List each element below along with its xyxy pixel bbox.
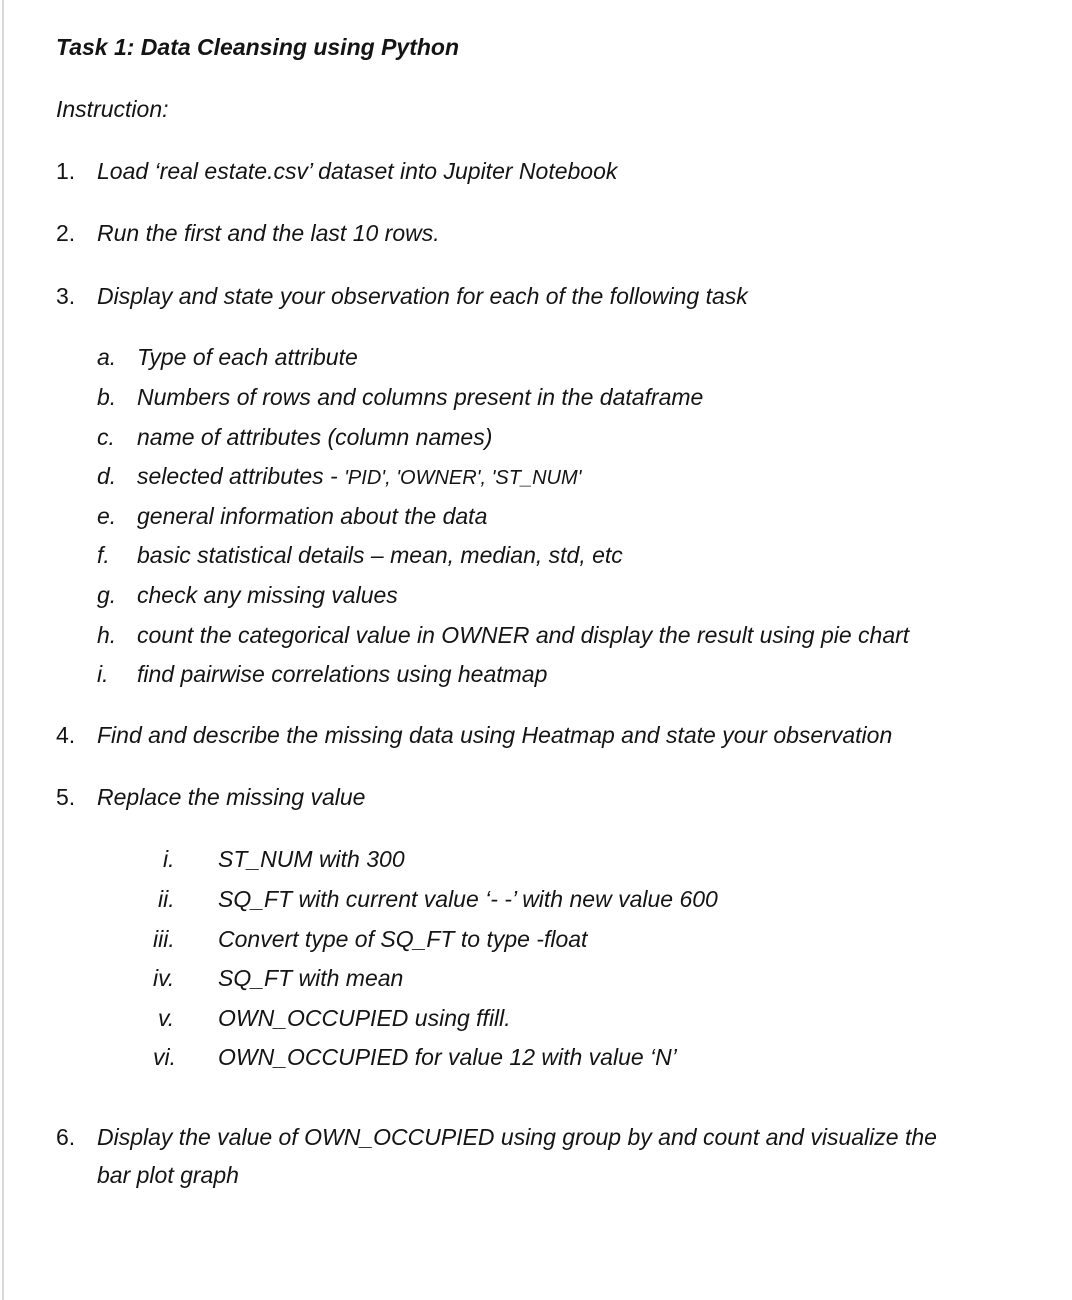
- step-3-number: 3.: [56, 283, 76, 309]
- step-3-subitem-marker: f.: [97, 542, 110, 568]
- step-5-subitem-marker: ii.: [158, 886, 175, 912]
- step-3-subitem-marker: i.: [97, 661, 109, 687]
- step-5-subitem-marker: v.: [158, 1005, 175, 1031]
- step-4-number: 4.: [56, 722, 76, 748]
- step-5-subitem-text: OWN_OCCUPIED using ffill.: [218, 1005, 511, 1031]
- step-3-subitem-marker: b.: [97, 384, 117, 410]
- step-5-subitem-text: SQ_FT with mean: [218, 965, 404, 991]
- step-5-subitem-marker: i.: [163, 846, 175, 872]
- step-6-number: 6.: [56, 1124, 76, 1150]
- step-3-subitem-text: Type of each attribute: [137, 344, 358, 370]
- subitem-d-text: selected attributes -: [137, 463, 345, 489]
- step-3-subitem-marker: a.: [97, 344, 117, 370]
- step-3-subitem-marker: d.: [97, 463, 117, 489]
- step-3-subitem-text: [137, 462, 581, 492]
- step-6-text-line2: bar plot graph: [97, 1162, 239, 1188]
- step-3-subitem-text: check any missing values: [137, 582, 398, 608]
- page-title: Task 1: Data Cleansing using Python: [56, 34, 460, 60]
- step-3-text: Display and state your observation for each of the following task: [97, 283, 748, 309]
- step-4-text: Find and describe the missing data using Heatmap and state your observation: [97, 722, 893, 748]
- step-2-text: Run the first and the last 10 rows.: [97, 220, 440, 246]
- step-3-subitem-text: basic statistical details – mean, median, std, etc: [137, 542, 623, 568]
- subitem-d-code: 'PID', 'OWNER', 'ST_NUM': [344, 467, 582, 489]
- step-3-subitem-marker: e.: [97, 503, 117, 529]
- step-3-subitem-marker: h.: [97, 622, 117, 648]
- step-3-subitem-marker: g.: [97, 582, 117, 608]
- step-1-text: Load ‘real estate.csv’ dataset into Jupiter Notebook: [97, 158, 618, 184]
- step-6-text-line1: Display the value of OWN_OCCUPIED using group by and count and visualize the: [97, 1124, 937, 1150]
- step-3-subitem-text: Numbers of rows and columns present in the dataframe: [137, 384, 704, 410]
- step-3-subitem-text: name of attributes (column names): [137, 424, 493, 450]
- step-2-number: 2.: [56, 220, 76, 246]
- step-3-subitem-text: general information about the data: [137, 503, 488, 529]
- step-5-subitem-marker: iii.: [153, 926, 175, 952]
- step-5-text: Replace the missing value: [97, 784, 366, 810]
- step-5-subitem-text: OWN_OCCUPIED for value 12 with value ‘N’: [218, 1044, 677, 1070]
- step-5-subitem-marker: vi.: [153, 1044, 176, 1070]
- step-5-number: 5.: [56, 784, 76, 810]
- step-5-subitem-text: Convert type of SQ_FT to type -float: [218, 926, 588, 952]
- step-1-number: 1.: [56, 158, 76, 184]
- step-5-subitem-text: ST_NUM with 300: [218, 846, 405, 872]
- step-3-subitem-text: count the categorical value in OWNER and display the result using pie chart: [137, 622, 910, 648]
- step-5-subitem-marker: iv.: [153, 965, 175, 991]
- instruction-label: Instruction:: [56, 96, 169, 122]
- step-3-subitem-marker: c.: [97, 424, 115, 450]
- step-3-subitem-text: find pairwise correlations using heatmap: [137, 661, 548, 687]
- step-5-subitem-text: SQ_FT with current value ‘- -’ with new value 600: [218, 886, 718, 912]
- page-left-edge: [2, 0, 4, 1300]
